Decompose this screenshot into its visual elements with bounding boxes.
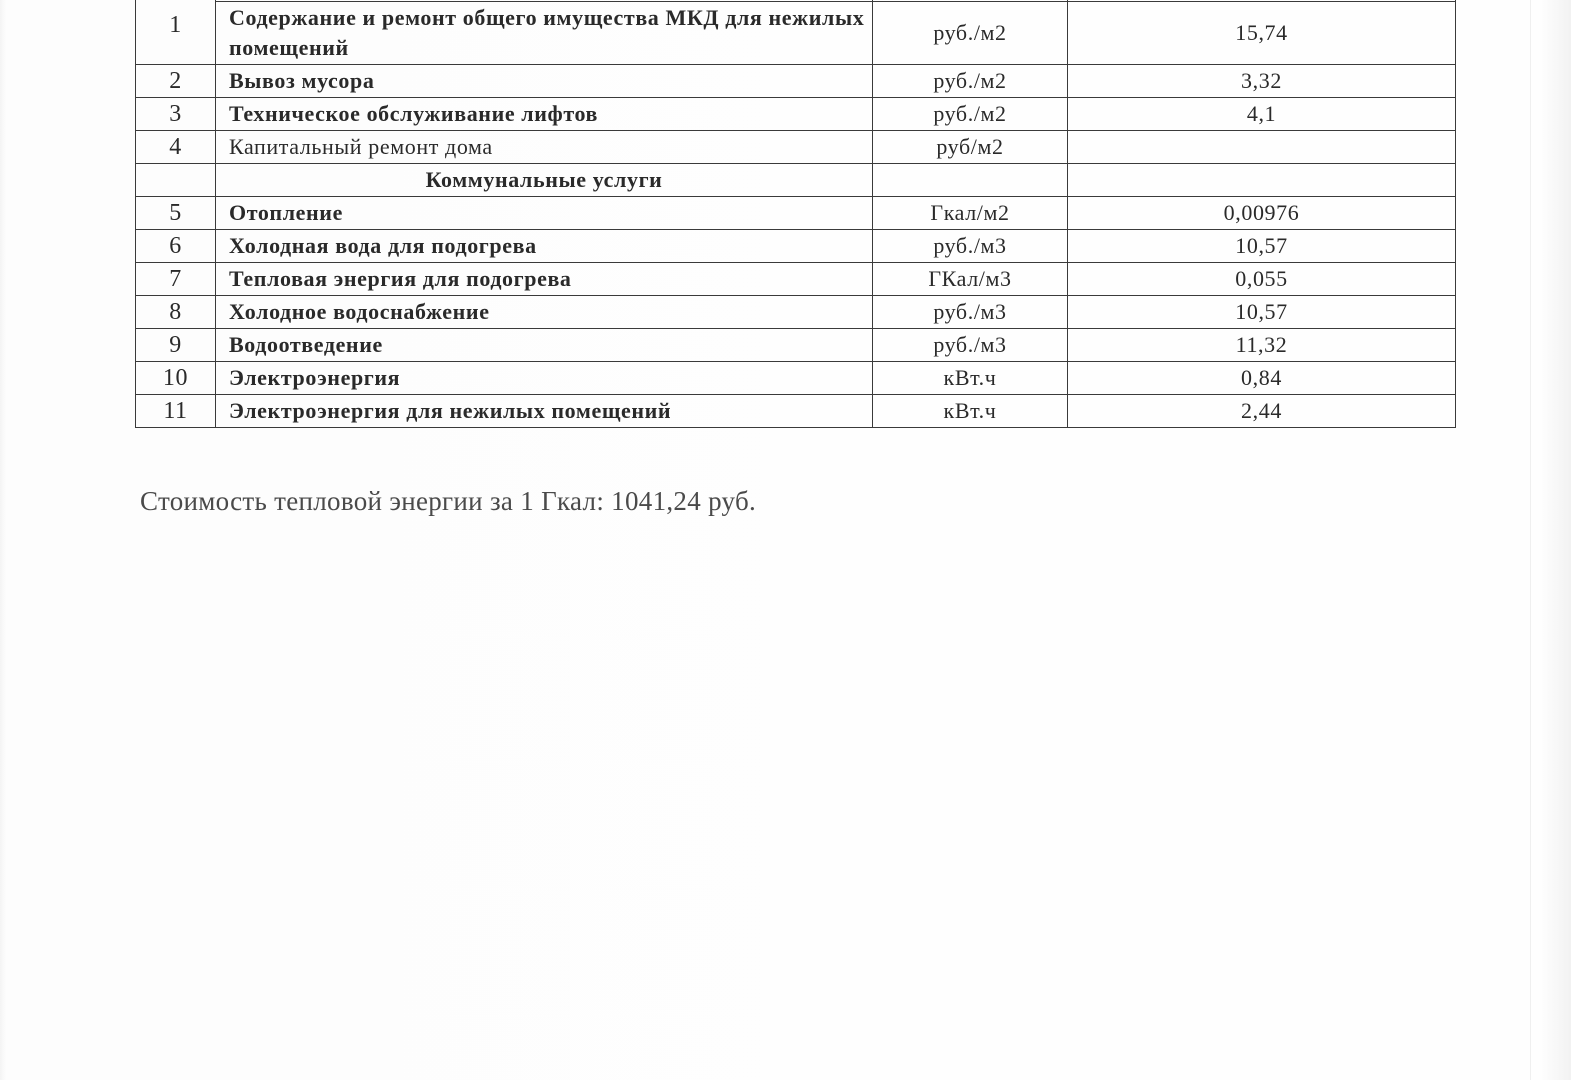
table-row	[136, 296, 1456, 329]
service-name: Вывоз мусора	[216, 65, 873, 98]
row-number: 2	[136, 65, 216, 98]
unit-cell: ГКал/м3	[873, 263, 1068, 296]
heat-energy-cost-note: Стоимость тепловой энергии за 1 Гкал: 1041,24 руб.	[140, 486, 757, 516]
value-cell: 10,57	[1068, 230, 1456, 263]
service-name: Водоотведение	[216, 329, 873, 362]
service-name: Содержание и ремонт общего имущества МКД для нежилых помещений	[216, 2, 873, 65]
service-name: Электроэнергия для нежилых помещений	[216, 395, 873, 428]
unit-cell: руб./м3	[873, 230, 1068, 263]
service-name: Отопление	[216, 197, 873, 230]
value-cell	[1068, 164, 1456, 197]
table-row	[136, 362, 1456, 395]
row-number: 4	[136, 131, 216, 164]
section-row	[136, 164, 1456, 197]
unit-cell: руб./м3	[873, 296, 1068, 329]
row-number: 5	[136, 197, 216, 230]
unit-cell: Гкал/м2	[873, 197, 1068, 230]
row-number: 11	[136, 395, 216, 428]
service-name: Техническое обслуживание лифтов	[216, 98, 873, 131]
table-row	[136, 230, 1456, 263]
service-name: Холодная вода для подогрева	[216, 230, 873, 263]
unit-cell: кВт.ч	[873, 362, 1068, 395]
value-cell: 11,32	[1068, 329, 1456, 362]
unit-cell	[873, 164, 1068, 197]
service-name: Капитальный ремонт дома	[216, 131, 873, 164]
row-number: 10	[136, 362, 216, 395]
value-cell: 4,1	[1068, 98, 1456, 131]
table-row	[136, 197, 1456, 230]
row-number: 3	[136, 98, 216, 131]
value-cell: 2,44	[1068, 395, 1456, 428]
row-number	[136, 164, 216, 197]
unit-cell: руб./м2	[873, 98, 1068, 131]
service-name: Холодное водоснабжение	[216, 296, 873, 329]
unit-cell: руб./м3	[873, 329, 1068, 362]
table-row	[136, 2, 1456, 65]
row-number: 1	[136, 0, 216, 65]
row-number: 6	[136, 230, 216, 263]
row-number: 9	[136, 329, 216, 362]
value-cell: 0,00976	[1068, 197, 1456, 230]
service-name: Электроэнергия	[216, 362, 873, 395]
value-cell: 0,055	[1068, 263, 1456, 296]
table-row	[136, 395, 1456, 428]
table-row	[136, 98, 1456, 131]
row-number: 8	[136, 296, 216, 329]
value-cell	[1068, 131, 1456, 164]
value-cell: 10,57	[1068, 296, 1456, 329]
page-edge	[1530, 0, 1531, 1080]
section-heading: Коммунальные услуги	[216, 164, 873, 197]
row-number: 7	[136, 263, 216, 296]
table-row	[136, 263, 1456, 296]
table-row	[136, 131, 1456, 164]
value-cell: 0,84	[1068, 362, 1456, 395]
unit-cell: кВт.ч	[873, 395, 1068, 428]
value-cell: 15,74	[1068, 2, 1456, 65]
service-name: Тепловая энергия для подогрева	[216, 263, 873, 296]
tariff-table	[135, 0, 1456, 428]
unit-cell: руб./м2	[873, 2, 1068, 65]
table-row	[136, 65, 1456, 98]
unit-cell: руб./м2	[873, 65, 1068, 98]
value-cell: 3,32	[1068, 65, 1456, 98]
table-row	[136, 329, 1456, 362]
unit-cell: руб/м2	[873, 131, 1068, 164]
